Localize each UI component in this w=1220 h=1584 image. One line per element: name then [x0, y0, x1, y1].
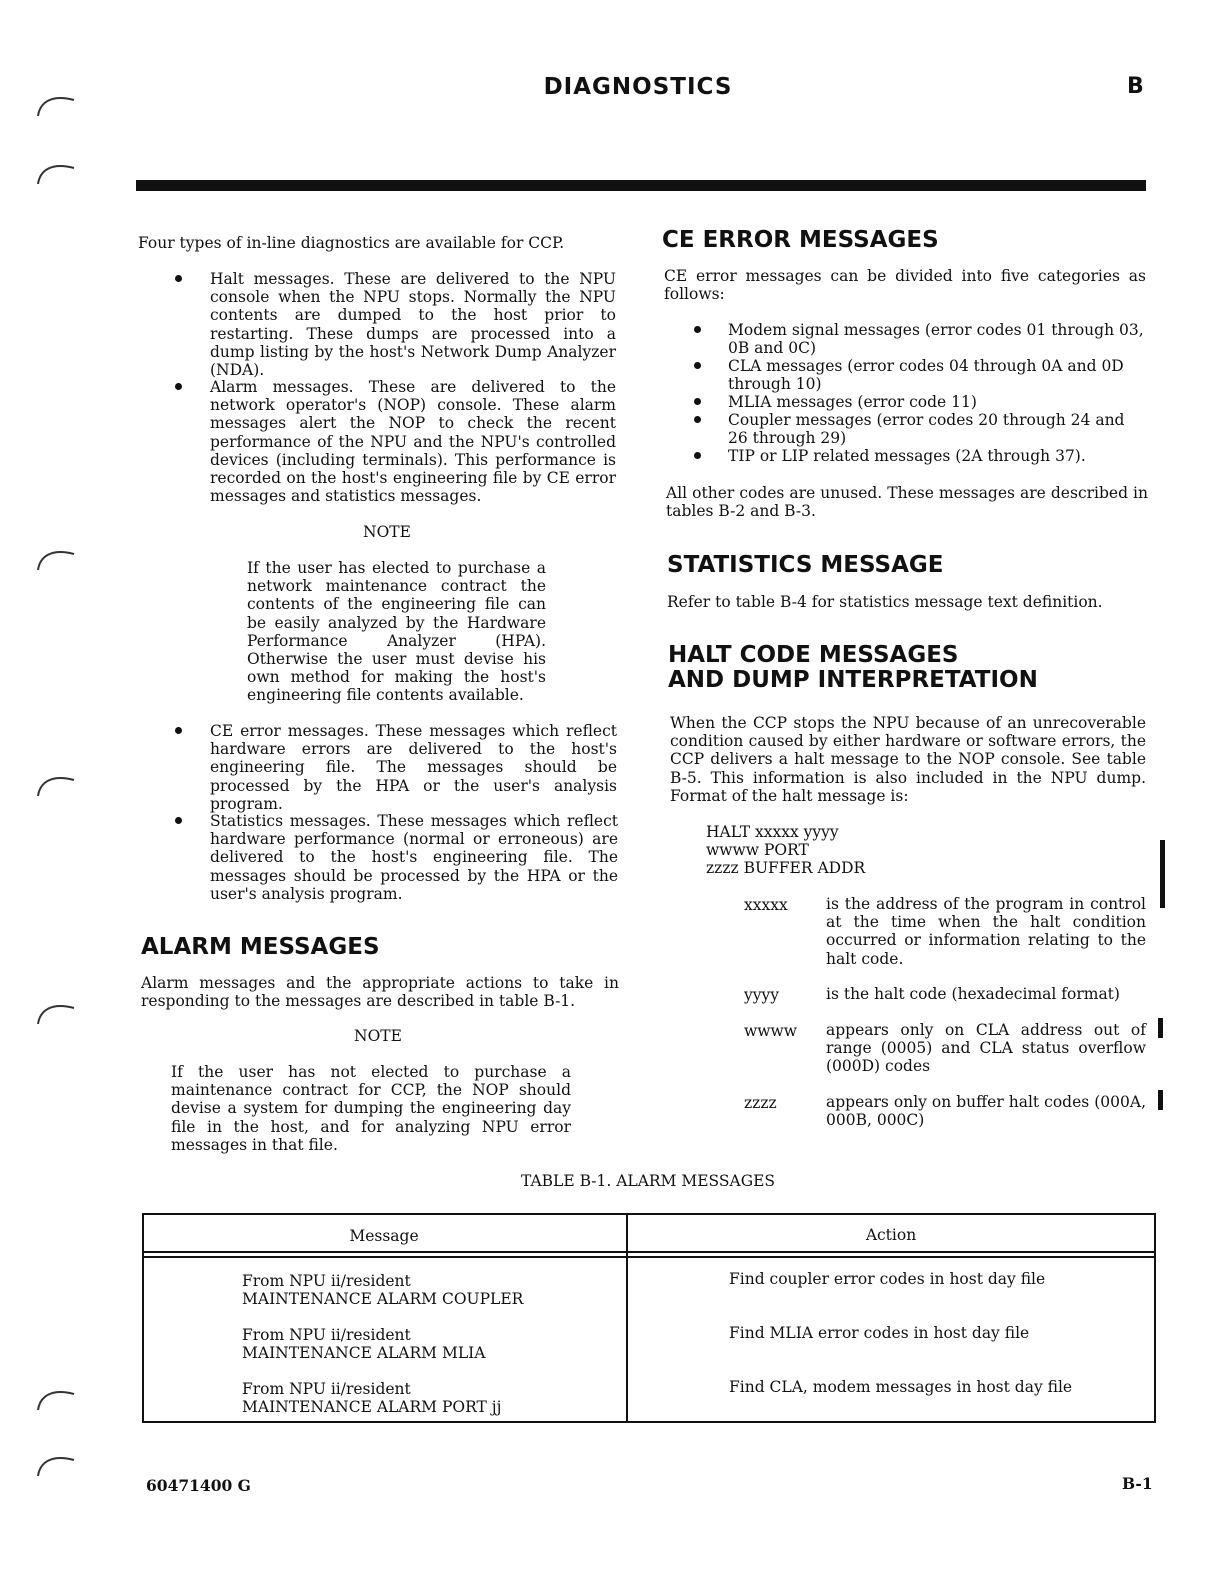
halt-format-line: HALT xxxxx yyyy: [706, 823, 839, 841]
dump-interpretation-heading: AND DUMP INTERPRETATION: [668, 667, 1038, 693]
table-cell-message: MAINTENANCE ALARM MLIA: [242, 1344, 486, 1362]
table-cell-action: Find MLIA error codes in host day file: [729, 1324, 1030, 1342]
note-text: If the user has elected to purchase a network maintenance contract the contents of the engineering file can be easily analyzed by the Hardware Performance Analyzer (HPA). Otherwise the user must devise his own method for making the host's engineering file contents available.: [247, 559, 546, 705]
ce-intro-paragraph: CE error messages can be divided into five categories as follows:: [664, 267, 1146, 304]
table-cell-message: From NPU ii/resident: [242, 1380, 411, 1398]
binder-hole-mark: [36, 1452, 76, 1478]
bullet-statistics-messages: Statistics messages. These messages which reflect hardware performance (normal or erroneous) are delivered to the host's engineering file. The messages should be processed by the HPA or the user's analysis program.: [210, 812, 618, 903]
bullet-halt-messages: Halt messages. These are delivered to the NPU console when the NPU stops. Normally the NPU contents are dumped to the host prior to restarting. These dumps are processed into a dump listing by the host's Network Dump Analyzer (NDA).: [210, 270, 616, 380]
table-header-rule: [144, 1256, 1154, 1258]
halt-format-line: wwww PORT: [706, 841, 809, 859]
halt-code-heading: HALT CODE MESSAGES: [668, 642, 959, 668]
table-cell-action: Find coupler error codes in host day file: [729, 1270, 1046, 1288]
table-header-message: Message: [349, 1227, 419, 1245]
halt-format-line: zzzz BUFFER ADDR: [706, 859, 866, 877]
alarm-messages-table: [142, 1213, 1156, 1423]
binder-hole-mark: [36, 1386, 76, 1412]
revision-change-bar: [1158, 1090, 1163, 1110]
ce-bullet: MLIA messages (error code 11): [728, 393, 977, 411]
header-rule: [136, 180, 1146, 191]
alarm-messages-paragraph: Alarm messages and the appropriate actions to take in responding to the messages are described in table B-1.: [141, 974, 619, 1011]
definition-term: xxxxx: [744, 896, 788, 914]
alarm-messages-heading: ALARM MESSAGES: [141, 934, 380, 960]
ce-bullet: Coupler messages (error codes 20 through 24 and 26 through 29): [728, 411, 1125, 448]
definition-description: appears only on buffer halt codes (000A, 000B, 000C): [826, 1093, 1146, 1130]
definition-description: appears only on CLA address out of range (0005) and CLA status overflow (000D) codes: [826, 1021, 1146, 1076]
note-text: If the user has not elected to purchase a maintenance contract for CCP, the NOP should devise a system for dumping the engineering day file in the host, and for analyzing NPU error messages in that file.: [171, 1063, 571, 1154]
bullet-icon: [694, 416, 701, 423]
revision-change-bar: [1158, 1018, 1163, 1038]
table-cell-message: MAINTENANCE ALARM COUPLER: [242, 1290, 524, 1308]
note-label: NOTE: [363, 523, 411, 541]
statistics-paragraph: Refer to table B-4 for statistics message text definition.: [667, 593, 1103, 611]
definition-description: is the halt code (hexadecimal format): [826, 985, 1120, 1003]
definition-term: yyyy: [744, 986, 780, 1004]
bullet-ce-error-messages: CE error messages. These messages which reflect hardware errors are delivered to the host's engineering file. The messages should be processed by the HPA or the user's analysis program.: [210, 722, 617, 813]
page-number: B-1: [1122, 1474, 1153, 1493]
binder-hole-mark: [36, 546, 76, 572]
revision-change-bar: [1160, 840, 1165, 908]
bullet-icon: [175, 727, 182, 734]
ce-bullet: CLA messages (error codes 04 through 0A and 0D through 10): [728, 357, 1124, 394]
binder-hole-mark: [36, 160, 76, 186]
table-cell-message: From NPU ii/resident: [242, 1272, 411, 1290]
table-header-action: Action: [865, 1226, 917, 1244]
table-header-rule: [144, 1251, 1154, 1253]
bullet-icon: [175, 817, 182, 824]
definition-term: wwww: [744, 1022, 798, 1040]
section-letter: B: [1127, 74, 1144, 99]
table-column-divider: [626, 1215, 628, 1421]
binder-hole-mark: [36, 772, 76, 798]
statistics-message-heading: STATISTICS MESSAGE: [667, 552, 944, 578]
page-title: DIAGNOSTICS: [543, 74, 733, 100]
note-label: NOTE: [354, 1027, 402, 1045]
bullet-icon: [175, 383, 182, 390]
binder-hole-mark: [36, 1000, 76, 1026]
bullet-icon: [694, 362, 701, 369]
definition-term: zzzz: [744, 1094, 777, 1112]
halt-paragraph: When the CCP stops the NPU because of an unrecoverable condition caused by either hardware or software errors, the CCP delivers a halt message to the NOP console. See table B-5. This information is also included in the NPU dump. Format of the halt message is:: [670, 714, 1146, 805]
ce-bullet: TIP or LIP related messages (2A through 37).: [728, 447, 1086, 465]
table-cell-message: MAINTENANCE ALARM PORT jj: [242, 1398, 502, 1416]
bullet-icon: [694, 326, 701, 333]
bullet-icon: [694, 398, 701, 405]
intro-paragraph: Four types of in-line diagnostics are available for CCP.: [138, 234, 565, 252]
table-cell-message: From NPU ii/resident: [242, 1326, 411, 1344]
ce-error-messages-heading: CE ERROR MESSAGES: [662, 227, 939, 253]
table-caption: TABLE B-1. ALARM MESSAGES: [520, 1172, 776, 1190]
bullet-alarm-messages: Alarm messages. These are delivered to the network operator's (NOP) console. These alarm messages alert the NOP to check the recent performance of the NPU and the NPU's controlled devices (including terminals). This performance is recorded on the host's engineering file by CE error messages and statistics messages.: [210, 378, 616, 506]
bullet-icon: [175, 275, 182, 282]
bullet-icon: [694, 452, 701, 459]
document-number: 60471400 G: [146, 1476, 251, 1495]
ce-after-paragraph: All other codes are unused. These messages are described in tables B-2 and B-3.: [666, 484, 1148, 521]
ce-bullet: Modem signal messages (error codes 01 through 03, 0B and 0C): [728, 321, 1144, 358]
definition-description: is the address of the program in control at the time when the halt condition occurred or information relating to the halt code.: [826, 895, 1146, 968]
table-cell-action: Find CLA, modem messages in host day file: [729, 1378, 1073, 1396]
